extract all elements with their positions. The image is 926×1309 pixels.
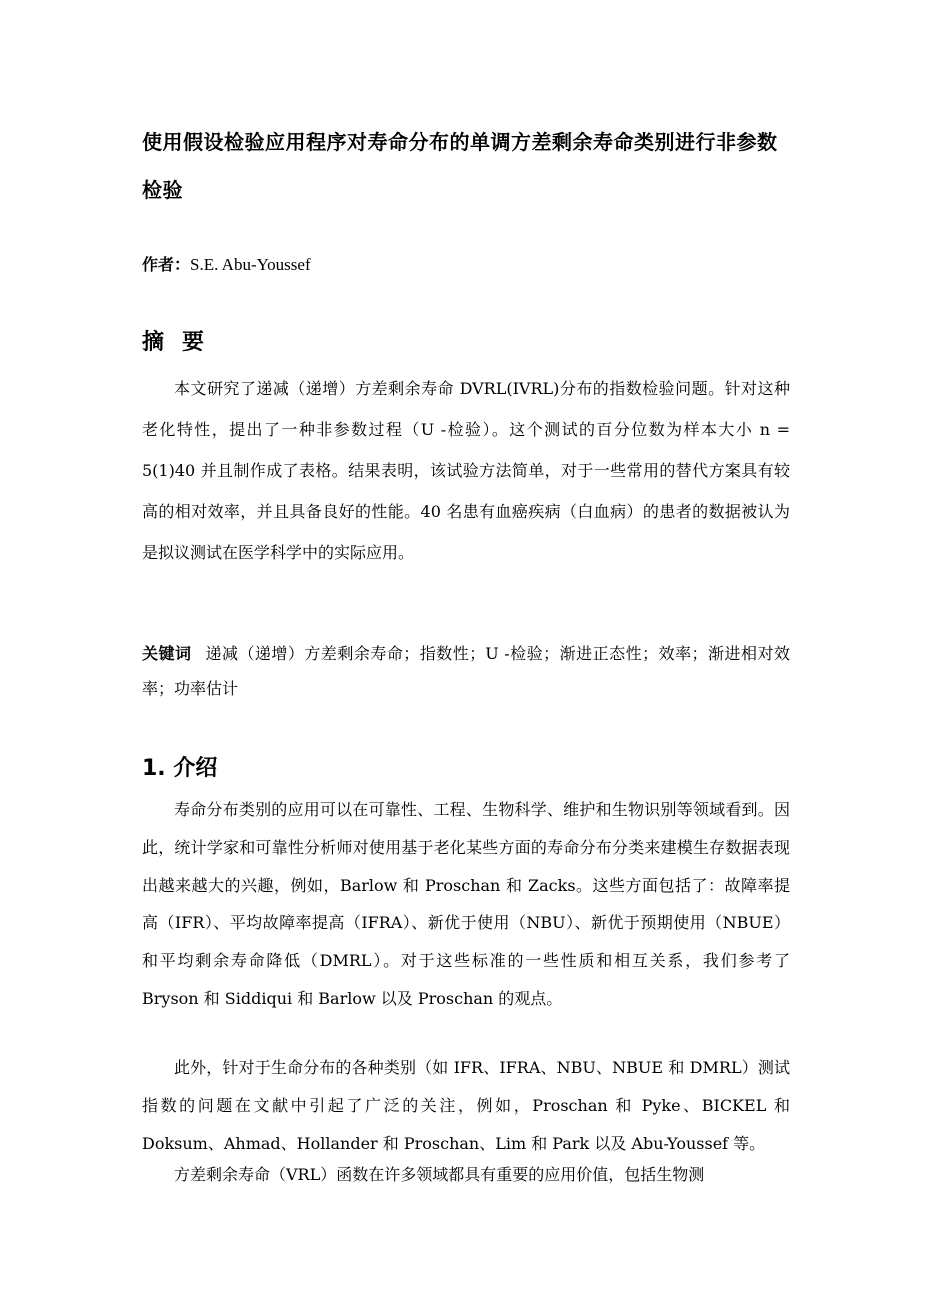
section-1-paragraph: 方差剩余寿命（VRL）函数在许多领域都具有重要的应用价值，包括生物测	[174, 1165, 705, 1184]
abstract-heading: 摘要	[142, 330, 223, 355]
section-1-heading: 1. 介绍	[142, 756, 218, 781]
keywords-text: 递减（递增）方差剩余寿命；指数性；U -检验；渐进正态性；效率；渐进相对效率；功率估计	[142, 644, 790, 698]
paper-title: 使用假设检验应用程序对寿命分布的单调方差剩余寿命类别进行非参数检验	[142, 130, 778, 202]
section-1-paragraph: 此外，针对于生命分布的各种类别（如 IFR、IFRA、NBU、NBUE 和 DMRL）测试指数的问题在文献中引起了广泛的关注，例如，Proschan 和 Pyke、BICKEL 和 Doksum、Ahmad、Hollander 和 Proschan、Lim 和 Park 以及 Abu-Youssef 等。	[142, 1058, 790, 1153]
author-label: 作者：	[142, 255, 191, 274]
author-line	[142, 252, 311, 278]
section-1-paragraph: 寿命分布类别的应用可以在可靠性、工程、生物科学、维护和生物识别等领域看到。因此，统计学家和可靠性分析师对使用基于老化某些方面的寿命分布分类来建模生存数据表现出越来越大的兴趣，例如，Barlow 和 Proschan 和 Zacks。这些方面包括了：故障率提高（IFR）、平均故障率提高（IFRA）、新优于使用（NBU）、新优于预期使用（NBUE）和平均剩余寿命降低（DMRL）。对于这些标准的一些性质和相互关系，我们参考了 Bryson 和 Siddiqui 和 Barlow 以及 Proschan 的观点。	[142, 800, 790, 1008]
keywords-line	[142, 636, 790, 706]
keywords-label: 关键词	[142, 644, 192, 663]
author-name: S.E. Abu-Youssef	[190, 255, 311, 274]
abstract-text: 本文研究了递减（递增）方差剩余寿命 DVRL(IVRL)分布的指数检验问题。针对这种老化特性，提出了一种非参数过程（U -检验）。这个测试的百分位数为样本大小 n = 5(1)40 并且制作成了表格。结果表明，该试验方法简单，对于一些常用的替代方案具有较高的相对效率，并且具备良好的性能。40 名患有血癌疾病（白血病）的患者的数据被认为是拟议测试在医学科学中的实际应用。	[142, 379, 790, 562]
